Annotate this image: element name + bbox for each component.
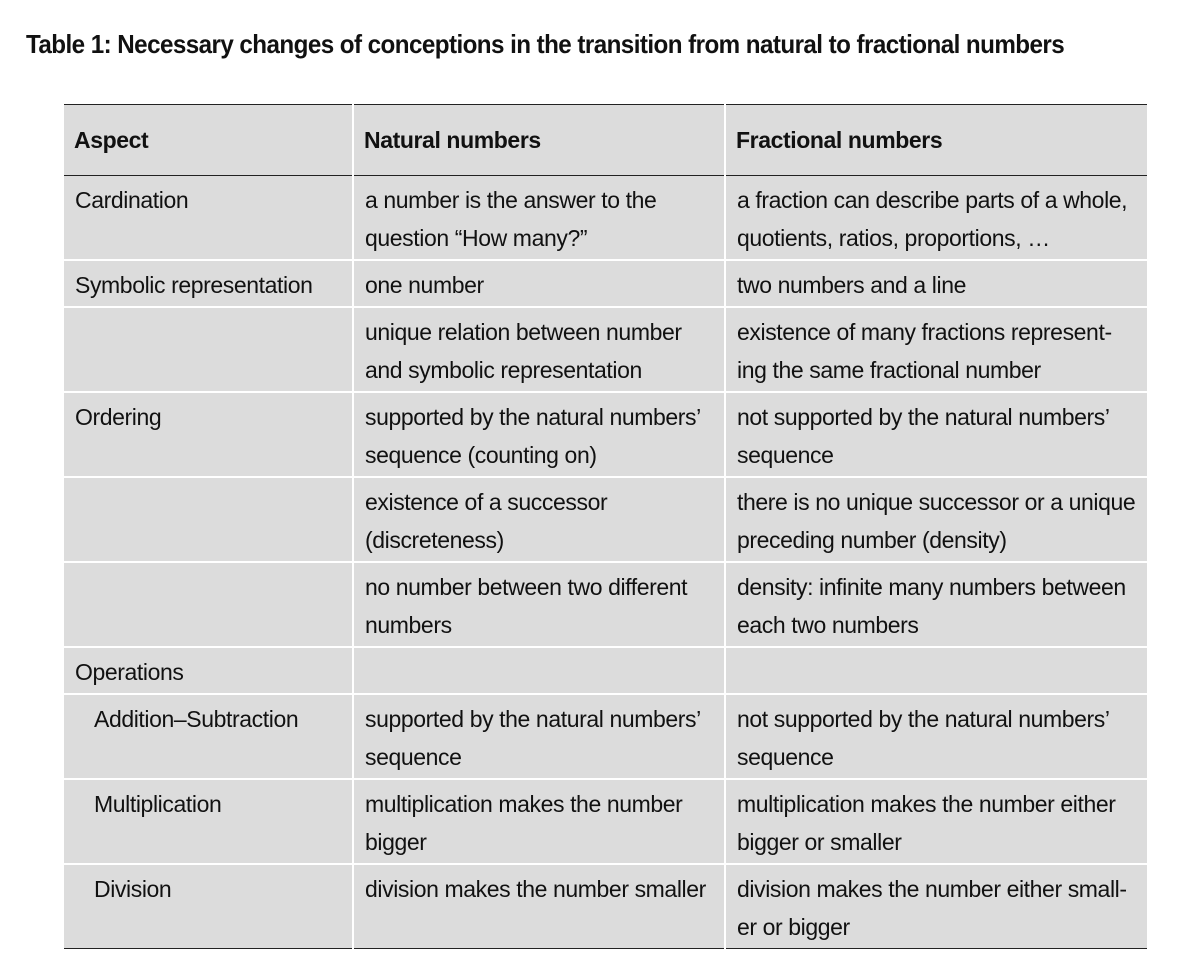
table-row xyxy=(64,562,1147,647)
natural-cell: division makes the number smaller xyxy=(353,864,725,949)
natural-cell: supported by the natural numbers’ sequence (counting on) xyxy=(353,392,725,477)
column-header-natural-numbers: Natural numbers xyxy=(353,105,725,176)
natural-cell: a number is the answer to the question “How many?” xyxy=(353,176,725,261)
table-header-row xyxy=(64,105,1147,176)
aspect-cell: Cardination xyxy=(64,176,353,261)
aspect-cell: Symbolic representation xyxy=(64,260,353,307)
table-row xyxy=(64,477,1147,562)
table-row xyxy=(64,307,1147,392)
table-row xyxy=(64,647,1147,694)
fractional-cell xyxy=(725,647,1147,694)
column-header-aspect: Aspect xyxy=(64,105,353,176)
table-row xyxy=(64,260,1147,307)
natural-cell: existence of a successor (discreteness) xyxy=(353,477,725,562)
table-row xyxy=(64,779,1147,864)
natural-cell: no number between two different numbers xyxy=(353,562,725,647)
aspect-cell: Division xyxy=(64,864,353,949)
table-row xyxy=(64,392,1147,477)
aspect-cell xyxy=(64,307,353,392)
aspect-cell: Operations xyxy=(64,647,353,694)
fractional-cell: division makes the number either small-er or bigger xyxy=(725,864,1147,949)
column-header-fractional-numbers: Fractional numbers xyxy=(725,105,1147,176)
table-caption: Table 1: Necessary changes of conceptions in the transition from natural to fractional numbers xyxy=(26,29,1065,59)
fractional-cell: multiplication makes the number either bigger or smaller xyxy=(725,779,1147,864)
aspect-cell: Multiplication xyxy=(64,779,353,864)
table-container xyxy=(64,104,1147,949)
fractional-cell: a fraction can describe parts of a whole, quotients, ratios, proportions, … xyxy=(725,176,1147,261)
aspect-cell: Ordering xyxy=(64,392,353,477)
table-row xyxy=(64,694,1147,779)
natural-cell: multiplication makes the number bigger xyxy=(353,779,725,864)
natural-cell: unique relation between number and symbolic representation xyxy=(353,307,725,392)
natural-cell: one number xyxy=(353,260,725,307)
fractional-cell: two numbers and a line xyxy=(725,260,1147,307)
table-row xyxy=(64,176,1147,261)
fractional-cell: there is no unique successor or a unique preceding number (density) xyxy=(725,477,1147,562)
aspect-cell xyxy=(64,477,353,562)
fractional-cell: not supported by the natural numbers’ sequence xyxy=(725,694,1147,779)
aspect-cell xyxy=(64,562,353,647)
fractional-cell: density: infinite many numbers between each two numbers xyxy=(725,562,1147,647)
conceptions-table xyxy=(64,104,1147,949)
fractional-cell: existence of many fractions represent-ing the same fractional number xyxy=(725,307,1147,392)
aspect-cell: Addition–Subtraction xyxy=(64,694,353,779)
table-row xyxy=(64,864,1147,949)
natural-cell: supported by the natural numbers’ sequence xyxy=(353,694,725,779)
natural-cell xyxy=(353,647,725,694)
fractional-cell: not supported by the natural numbers’ sequence xyxy=(725,392,1147,477)
